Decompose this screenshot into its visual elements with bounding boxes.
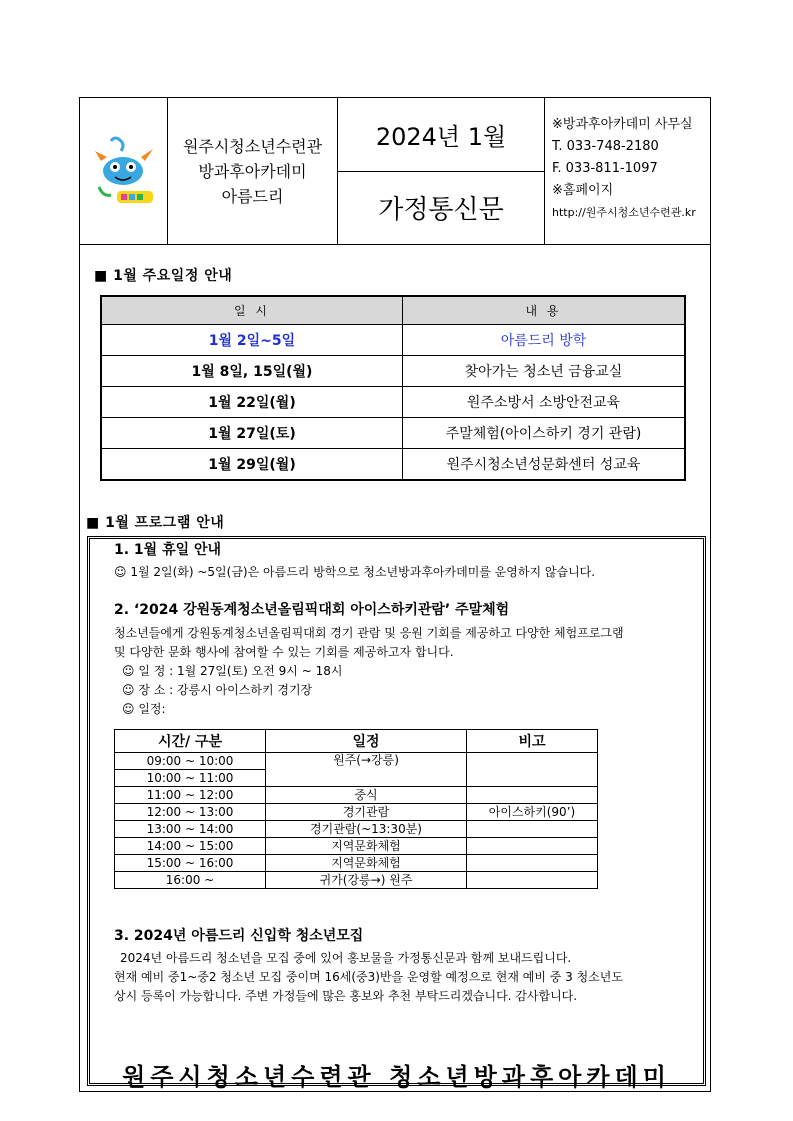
event-date: ☺ 일 정 : 1월 27일(토) 오전 9시 ~ 18시 xyxy=(122,664,343,678)
cell-plan: 귀가(강릉→) 원주 xyxy=(266,872,467,889)
cell-time: 13:00 ~ 14:00 xyxy=(115,821,266,838)
col-plan: 일정 xyxy=(266,730,467,753)
footer-title: 원주시청소년수련관 청소년방과후아카데미 xyxy=(122,1063,671,1091)
org-name: 원주시청소년수련관 xyxy=(182,136,323,156)
col-date: 일 시 xyxy=(101,296,403,325)
document-title: 가정통신문 xyxy=(378,195,504,225)
row-content: 아름드리 방학 xyxy=(403,325,686,356)
program-box xyxy=(87,536,706,1091)
table-row xyxy=(101,387,685,418)
table-row xyxy=(115,838,598,855)
cell-note xyxy=(467,872,598,889)
office-label: ※방과후아카데미 사무실 xyxy=(552,117,693,132)
row-date: 1월 27일(토) xyxy=(101,418,403,449)
cell-note xyxy=(467,838,598,855)
table-row xyxy=(115,787,598,804)
fax: F. 033-811-1097 xyxy=(552,161,658,176)
cell-time: 11:00 ~ 12:00 xyxy=(115,787,266,804)
row-content: 원주소방서 소방안전교육 xyxy=(403,387,686,418)
row-date: 1월 2일~5일 xyxy=(101,325,403,356)
table-row xyxy=(101,418,685,449)
homepage-label: ※홈페이지 xyxy=(552,183,614,198)
schedule-table xyxy=(100,295,686,481)
section2-text1: 청소년들에게 강원동계청소년올림픽대회 경기 관람 및 응원 기회를 제공하고 다양한 체험프로그램 xyxy=(114,626,624,640)
row-content: 주말체험(아이스하키 경기 관람) xyxy=(403,418,686,449)
cell-time: 09:00 ~ 10:00 xyxy=(115,753,266,770)
title-cell xyxy=(338,98,545,244)
row-date: 1월 22일(월) xyxy=(101,387,403,418)
academy-logo xyxy=(93,131,155,211)
table-row xyxy=(115,804,598,821)
section3-text3: 상시 등록이 가능합니다. 주변 가정들에 많은 홍보와 추천 부탁드리겠습니다. 감사합니다. xyxy=(114,989,578,1003)
cell-plan: 지역문화체험 xyxy=(266,855,467,872)
cell-note: 아이스하키(90’) xyxy=(467,804,598,821)
cell-time: 14:00 ~ 15:00 xyxy=(115,838,266,855)
homepage-url[interactable]: http://원주시청소년수련관.kr xyxy=(552,206,696,219)
col-note: 비고 xyxy=(467,730,598,753)
cell-plan: 경기관람 xyxy=(266,804,467,821)
logo-cell xyxy=(80,98,168,244)
header xyxy=(80,98,710,245)
col-time: 시간/ 구분 xyxy=(115,730,266,753)
event-schedule-label: ☺ 일정: xyxy=(122,702,166,716)
table-row xyxy=(115,753,598,770)
newsletter-frame xyxy=(79,97,711,1092)
row-date: 1월 29일(월) xyxy=(101,449,403,481)
table-row xyxy=(115,821,598,838)
section2-title: 2. ‘2024 강원동계청소년올림픽대회 아이스하키관람’ 주말체험 xyxy=(114,602,510,618)
cell-note xyxy=(467,787,598,804)
section3-title: 3. 2024년 아름드리 신입학 청소년모집 xyxy=(114,928,364,944)
cell-time: 12:00 ~ 13:00 xyxy=(115,804,266,821)
cell-time: 15:00 ~ 16:00 xyxy=(115,855,266,872)
schedule-heading: ■ 1월 주요일정 안내 xyxy=(94,268,233,284)
cell-time: 16:00 ~ xyxy=(115,872,266,889)
section1-title: 1. 1월 휴일 안내 xyxy=(114,542,222,558)
row-content: 원주시청소년성문화센터 성교육 xyxy=(403,449,686,481)
phone: T. 033-748-2180 xyxy=(552,139,659,154)
cell-note xyxy=(467,821,598,838)
cell-plan: 중식 xyxy=(266,787,467,804)
cell-time: 10:00 ~ 11:00 xyxy=(115,770,266,787)
section2-text2: 및 다양한 문화 행사에 참여할 수 있는 기회를 제공하고자 합니다. xyxy=(114,645,454,659)
row-date: 1월 8일, 15일(월) xyxy=(101,356,403,387)
event-schedule-table xyxy=(114,729,598,889)
section3-text2: 현재 예비 중1~중2 청소년 모집 중이며 16세(중3)반을 운영할 예정으로 현재 예비 중 3 청소년도 xyxy=(114,970,623,984)
program-heading: ■ 1월 프로그램 안내 xyxy=(86,515,225,531)
table-row xyxy=(115,872,598,889)
section3-text1: 2024년 아름드리 청소년을 모집 중에 있어 홍보물을 가정통신문과 함께 보내드립니다. xyxy=(120,951,572,965)
issue-date: 2024년 1월 xyxy=(338,98,544,172)
cell-plan: 원주(→강릉) xyxy=(266,753,467,787)
org-cell xyxy=(168,98,338,244)
table-row xyxy=(101,325,685,356)
row-content: 찾아가는 청소년 금융교실 xyxy=(403,356,686,387)
event-place: ☺ 장 소 : 강릉시 아이스하키 경기장 xyxy=(122,683,313,697)
table-row xyxy=(101,449,685,481)
contact-cell xyxy=(545,98,710,244)
cell-plan: 경기관람(~13:30분) xyxy=(266,821,467,838)
club-name: 아름드리 xyxy=(221,186,284,206)
col-content: 내 용 xyxy=(403,296,686,325)
cell-note xyxy=(467,753,598,787)
section1-text: ☺ 1월 2일(화) ~5일(금)은 아름드리 방학으로 청소년방과후아카데미를 운영하지 않습니다. xyxy=(114,565,596,579)
table-row xyxy=(115,855,598,872)
cell-note xyxy=(467,855,598,872)
cell-plan: 지역문화체험 xyxy=(266,838,467,855)
table-row xyxy=(101,356,685,387)
program-name: 방과후아카데미 xyxy=(198,161,307,181)
